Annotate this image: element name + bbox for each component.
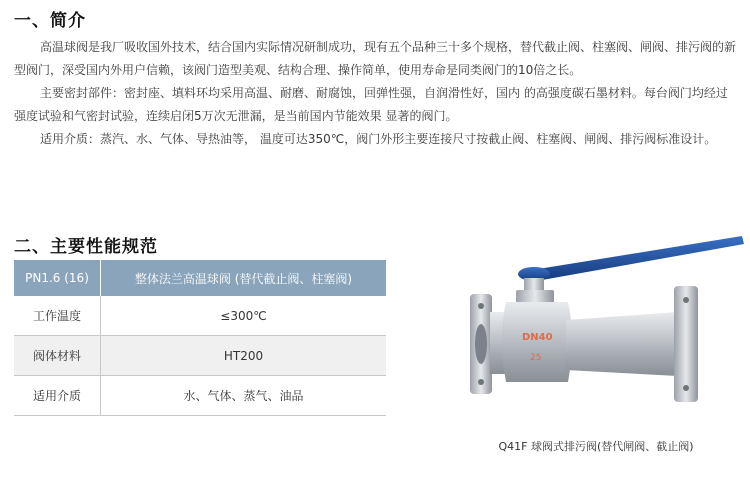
- spec-key: 阀体材料: [14, 336, 101, 376]
- product-caption: Q41F 球阀式排污阀(替代闸阀、截止阀): [498, 440, 694, 453]
- valve-handle: [532, 236, 744, 280]
- spec-header-pressure: PN1.6 (16): [14, 260, 101, 296]
- right-flange: [674, 286, 698, 402]
- spec-table-header: [14, 260, 386, 296]
- spec-value: 水、气体、蒸气、油品: [101, 376, 387, 416]
- ball-valve-illustration: [462, 228, 744, 428]
- valve-tube: [566, 312, 678, 376]
- spec-table: [14, 260, 386, 416]
- intro-paragraph: 高温球阀是我厂吸收国外技术，结合国内实际情况研制成功，现有五个品种三十多个规格，替代截止阀、柱塞阀、闸阀、排污阀的新型阀门，深受国内外用户信赖，该阀门造型美观、结构合理、操作简单，使用寿命是同类阀门的10倍之长。: [14, 40, 737, 77]
- section-title-intro: 一、简介: [14, 11, 86, 31]
- section-title-spec: 二、主要性能规范: [14, 237, 158, 257]
- spec-key: 适用介质: [14, 376, 101, 416]
- valve-size-marking: DN40: [522, 332, 553, 343]
- table-row: [14, 336, 386, 376]
- spec-header-product: 整体法兰高温球阀 (替代截止阀、柱塞阀): [101, 260, 387, 296]
- valve-pressure-marking: 25: [530, 353, 542, 363]
- spec-key: 工作温度: [14, 296, 101, 336]
- table-row: [14, 296, 386, 336]
- intro-text: [14, 36, 738, 151]
- intro-paragraph: 适用介质：蒸汽、水、气体、导热油等， 温度可达350℃，阀门外形主要连接尺寸按截止阀、柱塞阀、闸阀、排污阀标准设计。: [40, 132, 717, 146]
- intro-paragraph: 主要密封部件：密封座、填料环均采用高温、耐磨、耐腐蚀，回弹性强，自润滑性好，国内 的高强度碳石墨材料。每台阀门均经过强度试验和气密封试验，连续启闭5万次无泄漏，是当前国内节能效果 显著的阀门。: [14, 86, 728, 123]
- table-row: [14, 376, 386, 416]
- spec-value: HT200: [101, 336, 387, 376]
- spec-value: ≤300℃: [101, 296, 387, 336]
